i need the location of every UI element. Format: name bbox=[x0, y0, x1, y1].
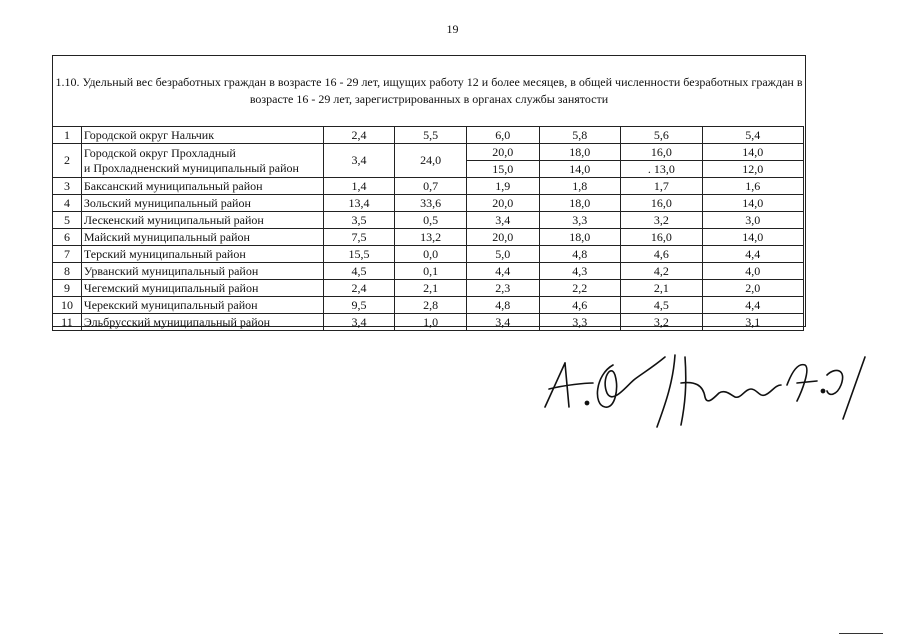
district-name-cell: Терский муниципальный район bbox=[81, 246, 323, 263]
value-cell: 2,8 bbox=[395, 297, 467, 314]
value-cell: 2,1 bbox=[621, 280, 703, 297]
value-cell: 14,0 bbox=[539, 161, 621, 178]
data-table bbox=[52, 126, 804, 331]
value-cell: 4,6 bbox=[621, 246, 703, 263]
district-name-cell: Черекский муниципальный район bbox=[81, 297, 323, 314]
table-row bbox=[53, 212, 804, 229]
value-cell: 4,4 bbox=[702, 297, 803, 314]
section-frame bbox=[52, 55, 806, 327]
table-row bbox=[53, 144, 804, 161]
value-cell: 0,7 bbox=[395, 178, 467, 195]
row-number-cell: 10 bbox=[53, 297, 82, 314]
value-cell: 4,5 bbox=[323, 263, 395, 280]
row-number-cell: 8 bbox=[53, 263, 82, 280]
value-cell: 1,4 bbox=[323, 178, 395, 195]
district-name-cell: Зольский муниципальный район bbox=[81, 195, 323, 212]
page-number: 19 bbox=[446, 22, 459, 36]
value-cell: 13,4 bbox=[323, 195, 395, 212]
table-row bbox=[53, 263, 804, 280]
district-name-cell: Чегемский муниципальный район bbox=[81, 280, 323, 297]
value-cell: 3,0 bbox=[702, 212, 803, 229]
value-cell: 20,0 bbox=[466, 144, 539, 161]
value-cell: 14,0 bbox=[702, 144, 803, 161]
value-cell: 2,1 bbox=[395, 280, 467, 297]
value-cell: 1,8 bbox=[539, 178, 621, 195]
value-cell: 2,4 bbox=[323, 127, 395, 144]
row-number-cell: 4 bbox=[53, 195, 82, 212]
value-cell: 3,5 bbox=[323, 212, 395, 229]
footer-rule bbox=[839, 633, 883, 634]
table-row bbox=[53, 195, 804, 212]
value-cell: 14,0 bbox=[702, 229, 803, 246]
value-cell: 0,5 bbox=[395, 212, 467, 229]
value-cell: 0,1 bbox=[395, 263, 467, 280]
district-name-line: и Прохладненский муниципальный район bbox=[83, 160, 299, 175]
district-name-line: Городской округ Прохладный bbox=[83, 145, 236, 160]
table-row bbox=[53, 127, 804, 144]
value-cell: 1,7 bbox=[621, 178, 703, 195]
value-cell: 4,3 bbox=[539, 263, 621, 280]
row-number-cell: 11 bbox=[53, 314, 82, 331]
value-cell: 0,0 bbox=[395, 246, 467, 263]
value-cell: 5,8 bbox=[539, 127, 621, 144]
value-cell: 4,4 bbox=[466, 263, 539, 280]
value-cell: 1,0 bbox=[395, 314, 467, 331]
value-cell: 4,6 bbox=[539, 297, 621, 314]
row-number-cell: 5 bbox=[53, 212, 82, 229]
value-cell: 5,4 bbox=[702, 127, 803, 144]
value-cell: 4,8 bbox=[466, 297, 539, 314]
value-cell: 33,6 bbox=[395, 195, 467, 212]
value-cell: 18,0 bbox=[539, 195, 621, 212]
value-cell: 3,2 bbox=[621, 212, 703, 229]
row-number-cell: 9 bbox=[53, 280, 82, 297]
table-row bbox=[53, 314, 804, 331]
value-cell: 4,4 bbox=[702, 246, 803, 263]
value-cell: 4,5 bbox=[621, 297, 703, 314]
value-cell: 16,0 bbox=[621, 144, 703, 161]
district-name-cell: Урванский муниципальный район bbox=[81, 263, 323, 280]
value-cell: 7,5 bbox=[323, 229, 395, 246]
row-number-cell: 7 bbox=[53, 246, 82, 263]
value-cell: 3,1 bbox=[702, 314, 803, 331]
table-row bbox=[53, 297, 804, 314]
value-cell: 6,0 bbox=[466, 127, 539, 144]
table-row bbox=[53, 229, 804, 246]
value-cell: 5,5 bbox=[395, 127, 467, 144]
district-name-cell: Баксанский муниципальный район bbox=[81, 178, 323, 195]
value-cell: 24,0 bbox=[395, 144, 467, 178]
district-name-cell: Эльбрусский муниципальный район bbox=[81, 314, 323, 331]
value-cell: 13,2 bbox=[395, 229, 467, 246]
row-number-cell: 3 bbox=[53, 178, 82, 195]
value-cell: 2,3 bbox=[466, 280, 539, 297]
value-cell: 16,0 bbox=[621, 195, 703, 212]
value-cell: 3,4 bbox=[466, 314, 539, 331]
value-cell: 3,2 bbox=[621, 314, 703, 331]
value-cell: 5,6 bbox=[621, 127, 703, 144]
value-cell: 3,4 bbox=[323, 314, 395, 331]
row-number-cell: 1 bbox=[53, 127, 82, 144]
value-cell: 3,4 bbox=[323, 144, 395, 178]
value-cell: 14,0 bbox=[702, 195, 803, 212]
district-name-cell: Лескенский муниципальный район bbox=[81, 212, 323, 229]
row-number-cell: 6 bbox=[53, 229, 82, 246]
value-cell: 2,4 bbox=[323, 280, 395, 297]
district-name-cell bbox=[81, 144, 323, 178]
value-cell: 2,2 bbox=[539, 280, 621, 297]
value-cell: 4,8 bbox=[539, 246, 621, 263]
value-cell: 1,6 bbox=[702, 178, 803, 195]
row-number-cell: 2 bbox=[53, 144, 82, 178]
handwritten-signature bbox=[535, 345, 875, 435]
value-cell: 18,0 bbox=[539, 144, 621, 161]
district-name-cell: Городской округ Нальчик bbox=[81, 127, 323, 144]
district-name-cell: Майский муниципальный район bbox=[81, 229, 323, 246]
value-cell: 2,0 bbox=[702, 280, 803, 297]
table-row bbox=[53, 280, 804, 297]
value-cell: 18,0 bbox=[539, 229, 621, 246]
value-cell: 5,0 bbox=[466, 246, 539, 263]
value-cell: 4,0 bbox=[702, 263, 803, 280]
value-cell: 9,5 bbox=[323, 297, 395, 314]
value-cell: 15,0 bbox=[466, 161, 539, 178]
value-cell: 4,2 bbox=[621, 263, 703, 280]
value-cell: . 13,0 bbox=[621, 161, 703, 178]
value-cell: 1,9 bbox=[466, 178, 539, 195]
value-cell: 15,5 bbox=[323, 246, 395, 263]
table-row bbox=[53, 246, 804, 263]
value-cell: 20,0 bbox=[466, 195, 539, 212]
value-cell: 3,3 bbox=[539, 212, 621, 229]
value-cell: 12,0 bbox=[702, 161, 803, 178]
value-cell: 16,0 bbox=[621, 229, 703, 246]
table-row bbox=[53, 178, 804, 195]
value-cell: 20,0 bbox=[466, 229, 539, 246]
section-title: 1.10. Удельный вес безработных граждан в возрасте 16 - 29 лет, ищущих работу 12 и более месяцев, в общей численности безработных граждан в возрасте 16 - 29 лет, зарегистрированных в органах службы занятости bbox=[55, 75, 803, 106]
value-cell: 3,3 bbox=[539, 314, 621, 331]
value-cell: 3,4 bbox=[466, 212, 539, 229]
